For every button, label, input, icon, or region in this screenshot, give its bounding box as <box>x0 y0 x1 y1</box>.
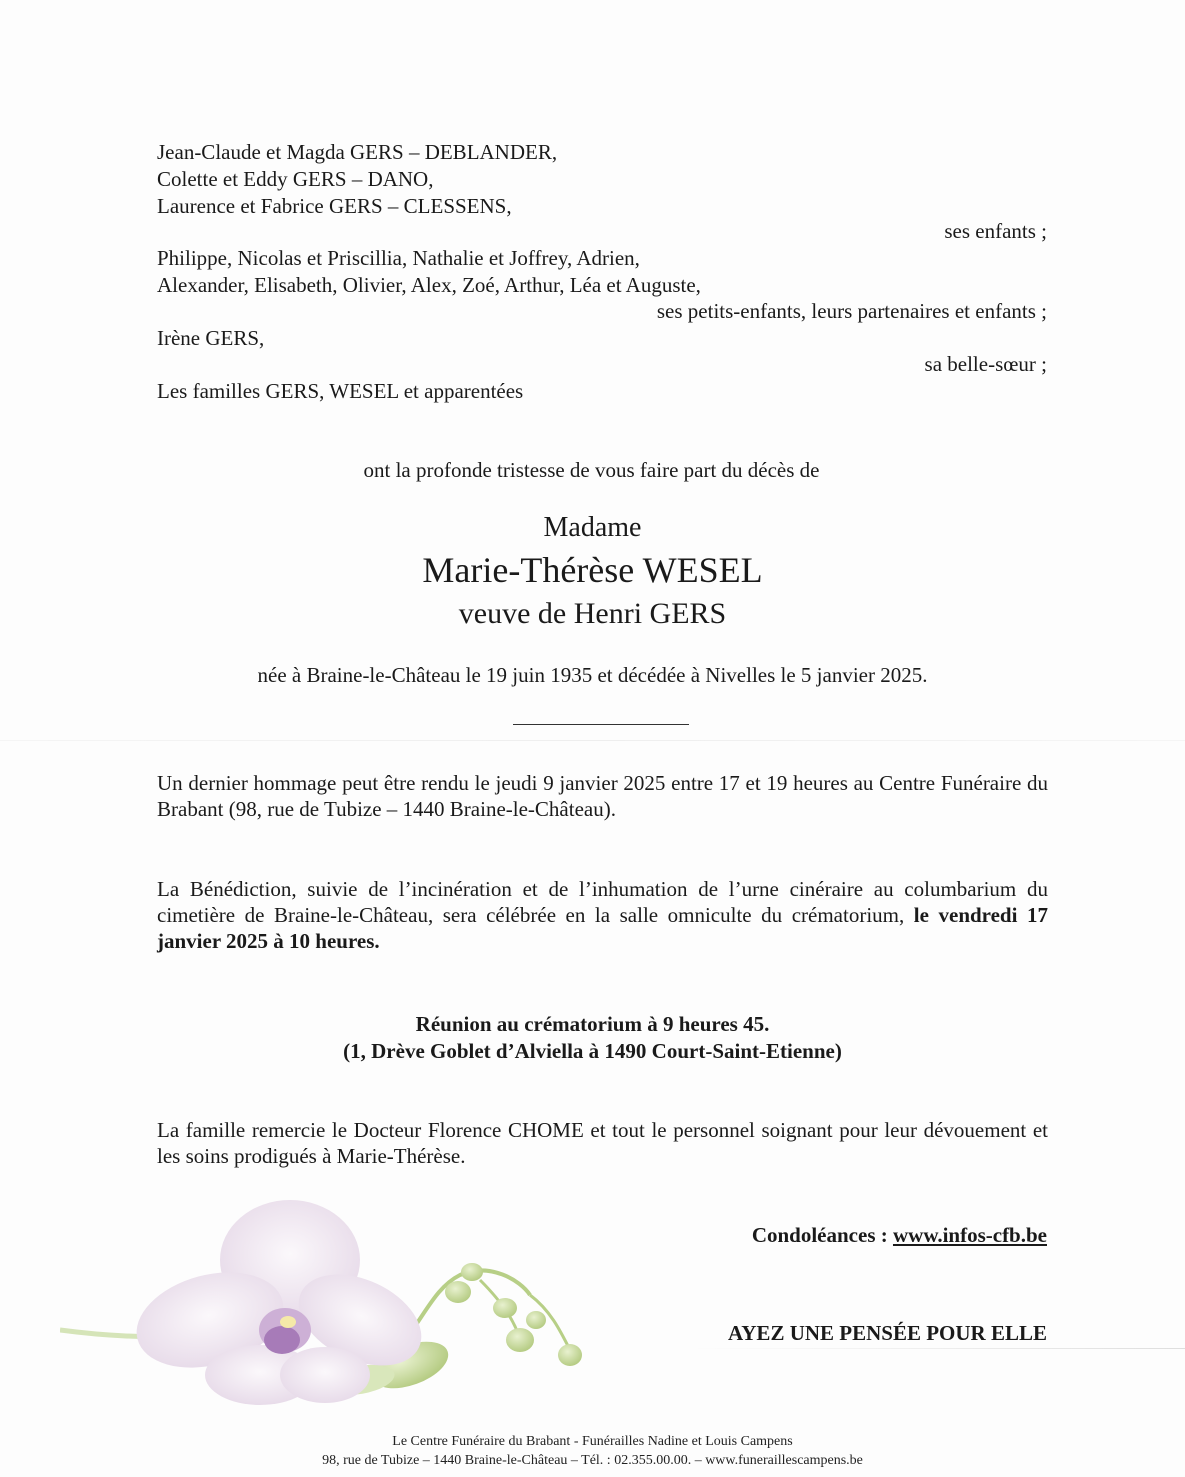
sister-in-law-label: sa belle-sœur ; <box>924 352 1047 376</box>
grandchildren-label: ses petits-enfants, leurs partenaires et enfants ; <box>656 299 1047 323</box>
separator-line <box>513 724 689 725</box>
deceased-dates: née à Braine-le-Château le 19 juin 1935 et décédée à Nivelles le 5 janvier 2025. <box>257 663 928 687</box>
grandchildren-line-1: Philippe, Nicolas et Priscillia, Nathalie et Joffrey, Adrien, <box>157 246 640 270</box>
announcement <box>0 457 1185 483</box>
closing-rule <box>690 1348 1185 1349</box>
meeting-line-2: (1, Drève Goblet d’Alviella à 1490 Court-Saint-Etienne) <box>343 1039 842 1063</box>
condolences-link[interactable]: www.infos-cfb.be <box>892 1223 1047 1247</box>
closing-line: AYEZ UNE PENSÉE POUR ELLE <box>728 1321 1047 1345</box>
child-line-1: Jean-Claude et Magda GERS – DEBLANDER, <box>157 140 558 164</box>
children-label: ses enfants ; <box>944 219 1047 243</box>
deceased-widow-of: veuve de Henri GERS <box>458 597 727 630</box>
deceased-title: Madame <box>543 512 642 543</box>
thanks-paragraph: La famille remercie le Docteur Florence CHOME et tout le personnel soignant pour leur dévouement et les soins prodigués à Marie-Thérèse. <box>157 1118 1048 1168</box>
ceremony-text: La Bénédiction, suivie de l’incinération et de l’inhumation de l’urne cinéraire au columbarium du cimetière de Braine-le-Château, sera célébrée en la salle omniculte du crématorium, <box>157 877 1048 927</box>
ceremony-paragraph <box>157 876 1048 954</box>
condolences-line <box>752 1222 1047 1248</box>
ceremony-date: le vendredi 17 janvier 2025 à 10 heures. <box>157 903 1048 953</box>
meeting-line-1: Réunion au crématorium à 9 heures 45. <box>415 1012 770 1036</box>
families-line: Les familles GERS, WESEL et apparentées <box>157 379 524 403</box>
orchid-illustration <box>60 1180 620 1410</box>
announcement-text: ont la profonde tristesse de vous faire part du décès de <box>363 458 820 482</box>
child-line-2: Colette et Eddy GERS – DANO, <box>157 167 434 191</box>
footer-line-2: 98, rue de Tubize – 1440 Braine-le-Château – Tél. : 02.355.00.00. – www.funeraillescampens.be <box>322 1453 863 1468</box>
sister-in-law: Irène GERS, <box>157 326 265 350</box>
tribute-paragraph: Un dernier hommage peut être rendu le jeudi 9 janvier 2025 entre 17 et 19 heures au Centre Funéraire du Brabant (98, rue de Tubize – 1440 Braine-le-Château). <box>157 771 1048 821</box>
child-line-3: Laurence et Fabrice GERS – CLESSENS, <box>157 194 512 218</box>
card-fold <box>0 740 1185 741</box>
grandchildren-line-2: Alexander, Elisabeth, Olivier, Alex, Zoé, Arthur, Léa et Auguste, <box>157 273 701 297</box>
condolences-label: Condoléances : <box>751 1223 893 1247</box>
deceased-name: Marie-Thérèse WESEL <box>422 550 763 590</box>
footer-line-1: Le Centre Funéraire du Brabant - Funérailles Nadine et Louis Campens <box>392 1434 793 1449</box>
